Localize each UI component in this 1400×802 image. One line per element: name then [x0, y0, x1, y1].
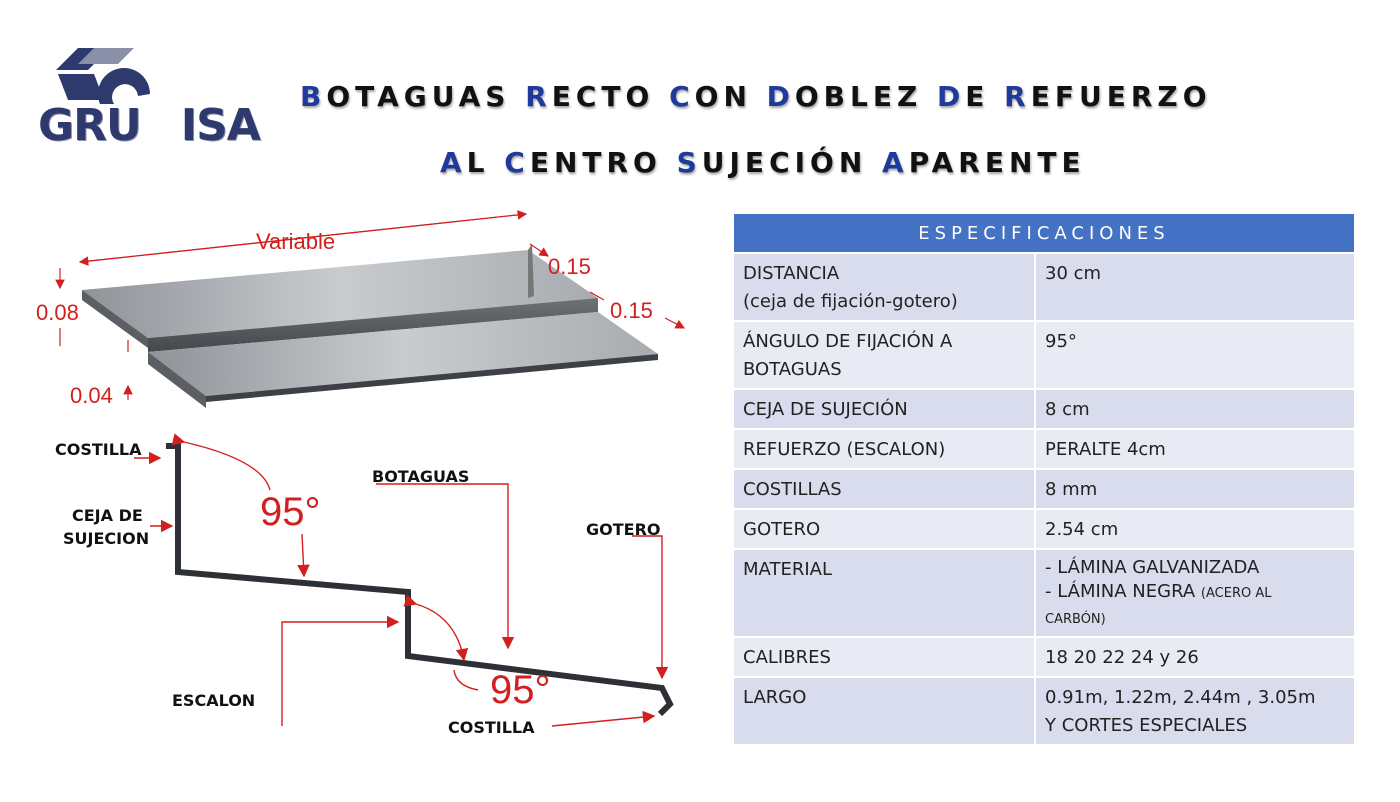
title-capital: B: [300, 80, 327, 113]
dim-015-top: 0.15: [548, 254, 591, 279]
title-capital: S: [676, 146, 702, 179]
spec-value: 8 mm: [1035, 469, 1354, 509]
title-capital: R: [1004, 80, 1031, 113]
title-rest: EFUERZO: [1030, 80, 1212, 113]
title-capital: R: [525, 80, 552, 113]
title-rest: E: [965, 80, 1005, 113]
spec-key: CALIBRES: [734, 637, 1035, 677]
label-botaguas: BOTAGUAS: [372, 467, 470, 486]
spec-value: 0.91m, 1.22m, 2.44m , 3.05m Y CORTES ESPECIALES: [1035, 677, 1354, 745]
label-ceja-1: CEJA DE: [72, 506, 143, 525]
title-capital: D: [937, 80, 966, 113]
profile-line: [166, 446, 670, 714]
title-rest: PARENTE: [908, 146, 1086, 179]
spec-key: GOTERO: [734, 509, 1035, 549]
table-row: [734, 509, 1354, 549]
table-row: [734, 321, 1354, 389]
specifications-table: [734, 214, 1354, 746]
spec-value: 18 20 22 24 y 26: [1035, 637, 1354, 677]
profile-drawing: [0, 420, 720, 760]
label-escalon: ESCALON: [172, 691, 256, 710]
dim-008: 0.08: [36, 300, 79, 325]
dim-variable: Variable: [256, 229, 336, 254]
title-capital: A: [440, 146, 467, 179]
spec-key: REFUERZO (ESCALON): [734, 429, 1035, 469]
specifications-header: ESPECIFICACIONES: [734, 214, 1354, 253]
title-capital: A: [882, 146, 909, 179]
table-row: [734, 549, 1354, 637]
spec-key: ÁNGULO DE FIJACIÓN A BOTAGUAS: [734, 321, 1035, 389]
table-row: [734, 677, 1354, 745]
title-capital: C: [504, 146, 530, 179]
spec-key: LARGO: [734, 677, 1035, 745]
title-rest: OBLEZ: [794, 80, 938, 113]
spec-key: MATERIAL: [734, 549, 1035, 637]
spec-value: PERALTE 4cm: [1035, 429, 1354, 469]
dim-004: 0.04: [70, 383, 113, 408]
title-rest: L: [466, 146, 505, 179]
table-row: [734, 469, 1354, 509]
title-line-1: [300, 80, 1212, 113]
title-rest: ECTO: [551, 80, 670, 113]
table-row: [734, 429, 1354, 469]
spec-value: - LÁMINA GALVANIZADA - LÁMINA NEGRA (ACERO AL CARBÓN): [1035, 549, 1354, 637]
table-row: [734, 637, 1354, 677]
spec-key: CEJA DE SUJECIÓN: [734, 389, 1035, 429]
dim-015-side: 0.15: [610, 298, 653, 323]
spec-value: 2.54 cm: [1035, 509, 1354, 549]
spec-value: 30 cm: [1035, 253, 1354, 321]
title-rest: ENTRO: [529, 146, 677, 179]
title-rest: UJECIÓN: [701, 146, 883, 179]
angle-label-2: 95°: [490, 668, 551, 712]
table-row: [734, 389, 1354, 429]
title-capital: C: [669, 80, 695, 113]
label-ceja-2: SUJECION: [63, 529, 150, 548]
spec-key: DISTANCIA (ceja de fijación-gotero): [734, 253, 1035, 321]
angle-label-1: 95°: [260, 490, 321, 534]
table-row: [734, 253, 1354, 321]
title-capital: D: [766, 80, 795, 113]
title-line-2: [440, 146, 1086, 179]
company-logo: [38, 40, 278, 150]
label-costilla-bottom: COSTILLA: [448, 718, 535, 737]
label-costilla-top: COSTILLA: [55, 440, 142, 459]
title-rest: OTAGUAS: [326, 80, 526, 113]
label-gotero: GOTERO: [586, 520, 661, 539]
spec-key: COSTILLAS: [734, 469, 1035, 509]
title-rest: ON: [694, 80, 767, 113]
spec-value: 8 cm: [1035, 389, 1354, 429]
logo-wordmark: GRU ISA: [38, 100, 260, 151]
spec-value: 95°: [1035, 321, 1354, 389]
